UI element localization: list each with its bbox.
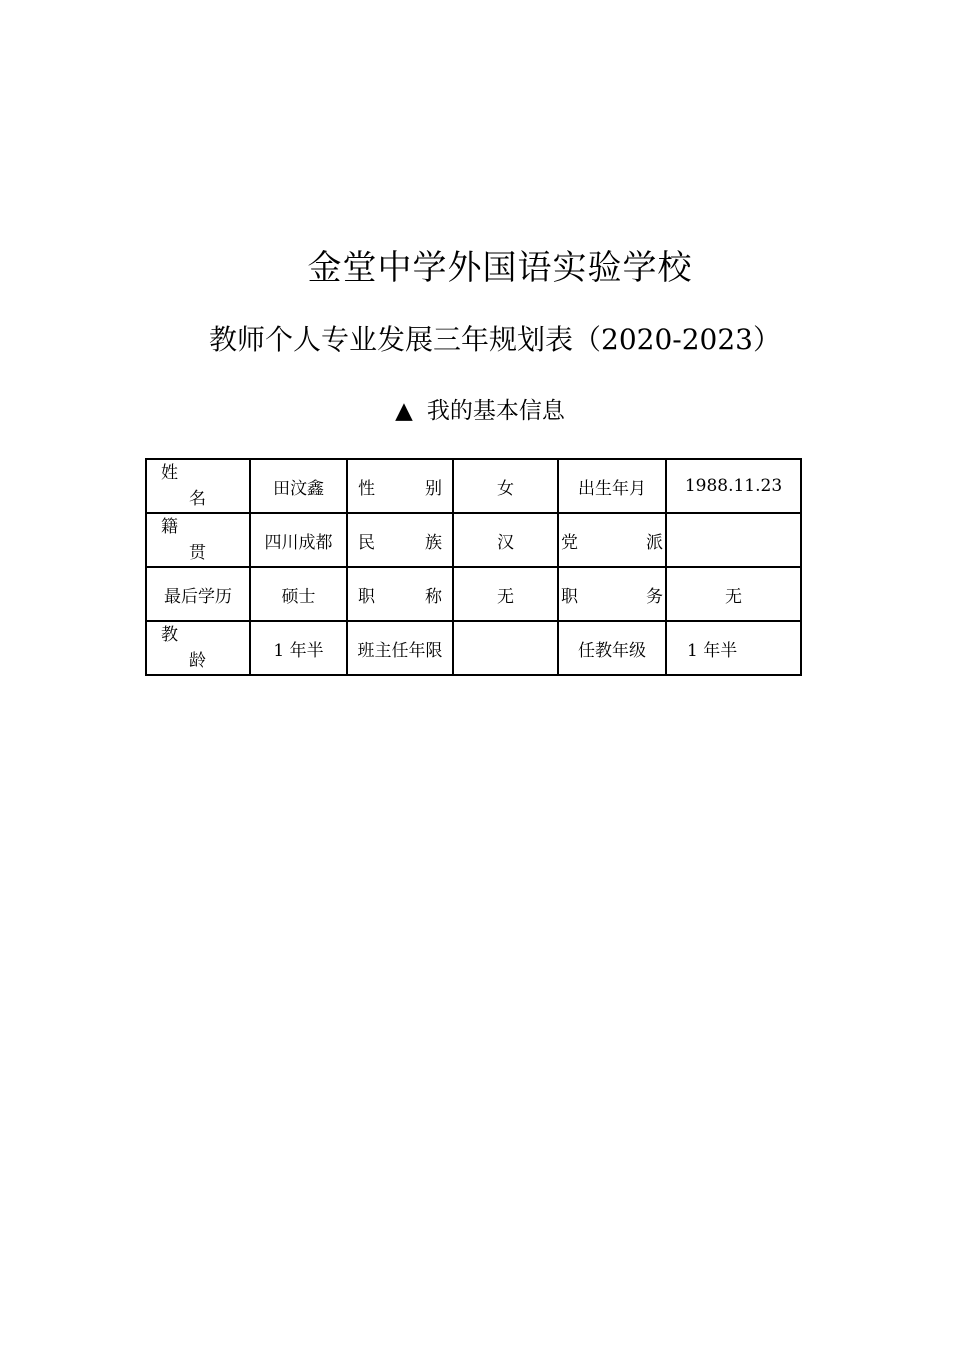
position-label-char-2: 务 [646, 586, 663, 607]
gender-label-char-1: 性 [358, 478, 375, 499]
ethnicity-label-char-2: 族 [425, 532, 442, 553]
name-label-char-1: 姓 [161, 463, 178, 483]
teaching-years-label-cell [146, 621, 250, 675]
table-row [146, 459, 801, 513]
table-row [146, 513, 801, 567]
ethnicity-value: 汉 [453, 513, 558, 567]
name-label-cell [146, 459, 250, 513]
teaching-years-value: 1 年半 [250, 621, 347, 675]
party-label-char-2: 派 [646, 532, 663, 553]
gender-label-char-2: 别 [425, 478, 442, 499]
origin-label-char-2: 贯 [189, 543, 206, 563]
birth-label: 出生年月 [558, 459, 666, 513]
form-title: 教师个人专业发展三年规划表（2020-2023） [209, 323, 781, 356]
teaching-years-label-char-1: 教 [161, 625, 178, 645]
table-row [146, 567, 801, 621]
position-label-char-1: 职 [561, 586, 578, 607]
grade-taught-value: 1 年半 [666, 621, 801, 675]
ethnicity-label-cell [347, 513, 453, 567]
gender-label-cell [347, 459, 453, 513]
party-value [666, 513, 801, 567]
origin-label-cell [146, 513, 250, 567]
section-heading [0, 392, 960, 425]
title-value: 无 [453, 567, 558, 621]
ethnicity-label-char-1: 民 [358, 532, 375, 553]
title-label-char-1: 职 [358, 586, 375, 607]
origin-value: 四川成都 [250, 513, 347, 567]
position-value: 无 [666, 567, 801, 621]
section-title: 我的基本信息 [426, 398, 565, 424]
homeroom-years-value [453, 621, 558, 675]
title-label-char-2: 称 [425, 586, 442, 607]
teaching-years-label-char-2: 龄 [189, 651, 206, 671]
title-label-cell [347, 567, 453, 621]
name-label-char-2: 名 [189, 489, 206, 509]
party-label-char-1: 党 [561, 532, 578, 553]
name-value: 田汶鑫 [250, 459, 347, 513]
education-value: 硕士 [250, 567, 347, 621]
homeroom-years-label: 班主任年限 [347, 621, 453, 675]
origin-label-char-1: 籍 [161, 517, 178, 537]
basic-info-table [145, 458, 802, 676]
grade-taught-label: 任教年级 [558, 621, 666, 675]
position-label-cell [558, 567, 666, 621]
gender-value: 女 [453, 459, 558, 513]
birth-value: 1988.11.23 [666, 459, 801, 513]
table-row [146, 621, 801, 675]
education-label: 最后学历 [146, 567, 250, 621]
party-label-cell [558, 513, 666, 567]
triangle-marker-icon: ▲ [395, 398, 413, 424]
school-name: 金堂中学外国语实验学校 [307, 248, 693, 288]
